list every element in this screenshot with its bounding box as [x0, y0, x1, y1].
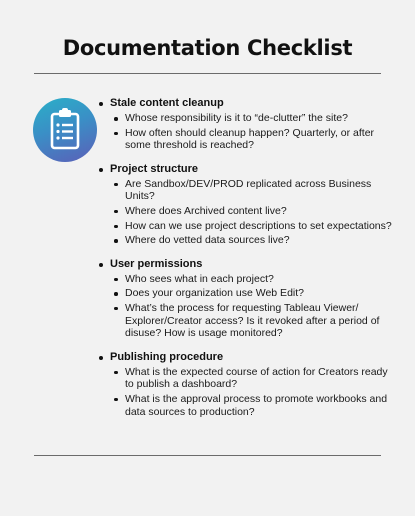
list-item: What is the expected course of action for Creators ready to publish a dashboard? [110, 366, 397, 391]
list-item: Does your organization use Web Edit? [110, 287, 397, 300]
section-heading: Stale content cleanup [110, 97, 224, 109]
section-items [110, 178, 397, 247]
section-project-structure [97, 162, 397, 247]
list-item: Where do vetted data sources live? [110, 234, 397, 247]
list-item: Are Sandbox/DEV/PROD replicated across Business Units? [110, 178, 397, 203]
top-divider [34, 73, 381, 74]
list-item: How often should cleanup happen? Quarterly, or after some threshold is reached? [110, 127, 397, 152]
section-stale-content-cleanup [97, 96, 397, 152]
list-item: Where does Archived content live? [110, 205, 397, 218]
list-item: What is the approval process to promote workbooks and data sources to production? [110, 393, 397, 418]
section-items [110, 366, 397, 418]
clipboard-badge [33, 98, 97, 162]
section-items [110, 273, 397, 340]
section-heading: User permissions [110, 257, 203, 270]
list-item: Who sees what in each project? [110, 273, 397, 286]
clipboard-list-icon [33, 98, 97, 162]
list-item: What’s the process for requesting Tableau Viewer/ Explorer/Creator access? Is it revoked after a period of disuse? How is usage monitored? [110, 302, 397, 340]
section-heading: Project structure [110, 162, 199, 175]
section-user-permissions [97, 257, 397, 340]
bottom-divider [34, 455, 381, 456]
list-item: Whose responsibility is it to “de-clutter” the site? [110, 112, 397, 125]
section-items [110, 112, 397, 152]
list-item: How can we use project descriptions to set expectations? [110, 220, 397, 233]
checklist [97, 96, 397, 428]
section-publishing-procedure [97, 350, 397, 418]
page-title: Documentation Checklist [62, 36, 353, 60]
section-heading: Publishing procedure [110, 350, 224, 363]
